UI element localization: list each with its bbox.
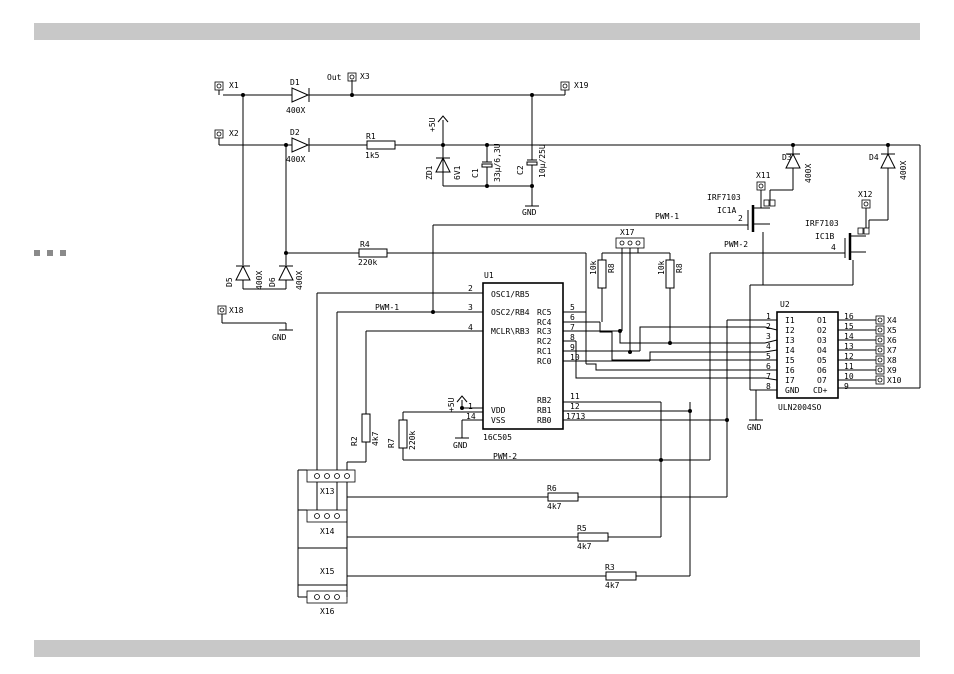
- svg-text:OSC1/RB5: OSC1/RB5: [491, 290, 530, 299]
- svg-text:X3: X3: [360, 72, 370, 81]
- svg-text:R6: R6: [547, 484, 557, 493]
- svg-text:11: 11: [844, 362, 854, 371]
- svg-text:RC1: RC1: [537, 347, 552, 356]
- connector-x13: [307, 470, 355, 496]
- svg-text:U1: U1: [484, 271, 494, 280]
- resistor-r4: [358, 240, 387, 267]
- resistor-r6: [547, 484, 578, 511]
- svg-text:3: 3: [766, 332, 771, 341]
- svg-text:ZD1: ZD1: [425, 165, 434, 180]
- svg-text:IRF7103: IRF7103: [805, 219, 839, 228]
- svg-text:16C505: 16C505: [483, 433, 512, 442]
- svg-text:4: 4: [468, 323, 473, 332]
- svg-text:3: 3: [468, 303, 473, 312]
- svg-text:13: 13: [844, 342, 854, 351]
- svg-text:11: 11: [570, 392, 580, 401]
- svg-text:4: 4: [766, 342, 771, 351]
- svg-text:1: 1: [468, 402, 473, 411]
- svg-text:I7: I7: [785, 376, 795, 385]
- svg-text:4k7: 4k7: [577, 542, 592, 551]
- svg-text:7: 7: [570, 323, 575, 332]
- resistor-r7: [387, 420, 417, 450]
- svg-text:2: 2: [468, 284, 473, 293]
- svg-text:I1: I1: [785, 316, 795, 325]
- svg-text:PWM-1: PWM-1: [655, 212, 680, 221]
- svg-text:I6: I6: [785, 366, 795, 375]
- svg-text:IRF7103: IRF7103: [707, 193, 741, 202]
- out-label: Out: [327, 73, 342, 82]
- connector-x14: [307, 510, 347, 536]
- resistor-r8-left: [589, 253, 616, 322]
- svg-text:R3: R3: [605, 563, 615, 572]
- svg-text:10k: 10k: [589, 260, 598, 275]
- svg-text:6: 6: [570, 313, 575, 322]
- svg-text:IC1B: IC1B: [815, 232, 835, 241]
- svg-text:RC2: RC2: [537, 337, 552, 346]
- svg-text:X6: X6: [887, 336, 897, 345]
- svg-text:4k7: 4k7: [547, 502, 562, 511]
- svg-text:5: 5: [766, 352, 771, 361]
- svg-text:I3: I3: [785, 336, 795, 345]
- svg-text:X7: X7: [887, 346, 897, 355]
- svg-text:GND: GND: [785, 386, 800, 395]
- svg-text:1: 1: [766, 312, 771, 321]
- capacitor-c1: [471, 143, 502, 186]
- svg-text:X4: X4: [887, 316, 897, 325]
- svg-text:12: 12: [844, 352, 854, 361]
- svg-text:+5U: +5U: [428, 117, 437, 132]
- svg-text:I4: I4: [785, 346, 795, 355]
- capacitor-c2: [516, 95, 547, 217]
- svg-text:X19: X19: [574, 81, 589, 90]
- svg-text:400X: 400X: [286, 155, 306, 164]
- svg-text:D3: D3: [782, 153, 792, 162]
- svg-text:X11: X11: [756, 171, 771, 180]
- svg-text:MCLR\RB3: MCLR\RB3: [491, 327, 530, 336]
- ic-u1: [466, 271, 585, 442]
- output-connectors: [876, 316, 902, 385]
- diode-d5: [225, 266, 264, 290]
- svg-text:X14: X14: [320, 527, 335, 536]
- resistor-r8-right: [657, 260, 684, 343]
- resistor-r2: [350, 414, 380, 446]
- svg-text:X10: X10: [887, 376, 902, 385]
- resistor-r1: [365, 132, 395, 160]
- svg-text:O4: O4: [817, 346, 827, 355]
- svg-text:400X: 400X: [295, 270, 304, 290]
- diode-d3: [782, 145, 813, 190]
- svg-text:VSS: VSS: [491, 416, 506, 425]
- svg-text:D5: D5: [225, 277, 234, 287]
- svg-text:R7: R7: [387, 438, 396, 448]
- svg-text:X15: X15: [320, 567, 335, 576]
- svg-text:CD+: CD+: [813, 386, 828, 395]
- svg-text:400X: 400X: [899, 160, 908, 180]
- svg-text:4k7: 4k7: [371, 431, 380, 446]
- svg-text:RC0: RC0: [537, 357, 552, 366]
- svg-text:R8: R8: [607, 263, 616, 273]
- svg-text:IC1A: IC1A: [717, 206, 737, 215]
- svg-text:OSC2/RB4: OSC2/RB4: [491, 308, 530, 317]
- svg-text:4: 4: [831, 243, 836, 252]
- diode-d2: [286, 128, 309, 164]
- svg-text:8: 8: [570, 333, 575, 342]
- svg-text:220k: 220k: [408, 430, 417, 450]
- svg-text:16: 16: [844, 312, 854, 321]
- svg-text:O1: O1: [817, 316, 827, 325]
- svg-text:9: 9: [570, 343, 575, 352]
- svg-text:R4: R4: [360, 240, 370, 249]
- svg-text:14: 14: [844, 332, 854, 341]
- diode-d1: [286, 78, 309, 115]
- zener-zd1: [425, 145, 462, 186]
- svg-text:X17: X17: [620, 228, 635, 237]
- svg-text:4k7: 4k7: [605, 581, 620, 590]
- svg-text:C1: C1: [471, 168, 480, 178]
- svg-text:400X: 400X: [286, 106, 306, 115]
- mosfet-ic1b: [805, 219, 869, 260]
- svg-text:X18: X18: [229, 306, 244, 315]
- svg-text:12: 12: [570, 402, 580, 411]
- svg-text:5: 5: [570, 303, 575, 312]
- svg-text:1713: 1713: [566, 412, 586, 421]
- svg-text:9: 9: [844, 382, 849, 391]
- svg-text:10: 10: [570, 353, 580, 362]
- svg-text:RC3: RC3: [537, 327, 552, 336]
- svg-text:400X: 400X: [804, 163, 813, 183]
- svg-text:PWM-1: PWM-1: [375, 303, 400, 312]
- svg-text:GND: GND: [453, 441, 468, 450]
- connector-x2: [215, 129, 239, 138]
- mosfet-ic1a: [707, 193, 775, 232]
- svg-text:ULN2004SO: ULN2004SO: [778, 403, 822, 412]
- svg-text:RB0: RB0: [537, 416, 552, 425]
- svg-text:R2: R2: [350, 436, 359, 446]
- svg-text:GND: GND: [522, 208, 537, 217]
- svg-text:10µ/25U: 10µ/25U: [538, 144, 547, 178]
- svg-text:X5: X5: [887, 326, 897, 335]
- svg-text:1k5: 1k5: [365, 151, 380, 160]
- svg-text:R5: R5: [577, 524, 587, 533]
- svg-text:U2: U2: [780, 300, 790, 309]
- svg-text:D2: D2: [290, 128, 300, 137]
- svg-text:C2: C2: [516, 165, 525, 175]
- svg-text:RB2: RB2: [537, 396, 552, 405]
- svg-text:O7: O7: [817, 376, 827, 385]
- svg-text:GND: GND: [272, 333, 287, 342]
- svg-text:D1: D1: [290, 78, 300, 87]
- svg-text:O6: O6: [817, 366, 827, 375]
- svg-text:X2: X2: [229, 129, 239, 138]
- svg-text:O3: O3: [817, 336, 827, 345]
- connector-x15: [320, 567, 335, 576]
- svg-text:220k: 220k: [358, 258, 378, 267]
- svg-text:15: 15: [844, 322, 854, 331]
- svg-text:I5: I5: [785, 356, 795, 365]
- svg-text:6V1: 6V1: [453, 165, 462, 180]
- svg-text:8: 8: [766, 382, 771, 391]
- svg-text:400X: 400X: [255, 270, 264, 290]
- svg-text:X16: X16: [320, 607, 335, 616]
- svg-text:10k: 10k: [657, 260, 666, 275]
- svg-text:D6: D6: [268, 277, 277, 287]
- connector-x1: [215, 81, 239, 90]
- svg-text:X12: X12: [858, 190, 873, 199]
- diode-d4: [869, 145, 908, 220]
- svg-text:R8: R8: [675, 263, 684, 273]
- svg-text:7: 7: [766, 372, 771, 381]
- svg-text:X9: X9: [887, 366, 897, 375]
- svg-text:33µ/6,3U: 33µ/6,3U: [493, 143, 502, 182]
- svg-text:6: 6: [766, 362, 771, 371]
- svg-text:VDD: VDD: [491, 406, 506, 415]
- svg-text:O5: O5: [817, 356, 827, 365]
- svg-text:I2: I2: [785, 326, 795, 335]
- svg-text:2: 2: [738, 214, 743, 223]
- svg-text:14: 14: [466, 412, 476, 421]
- resistor-r3: [605, 563, 636, 590]
- svg-text:O2: O2: [817, 326, 827, 335]
- svg-text:X13: X13: [320, 487, 335, 496]
- svg-text:D4: D4: [869, 153, 879, 162]
- connector-x17: [616, 228, 644, 248]
- svg-text:10: 10: [844, 372, 854, 381]
- svg-text:GND: GND: [747, 423, 762, 432]
- svg-text:X8: X8: [887, 356, 897, 365]
- connector-x16: [307, 591, 347, 616]
- svg-text:PWM-2: PWM-2: [493, 452, 518, 461]
- ic-u2: [766, 300, 854, 412]
- svg-text:2: 2: [766, 322, 771, 331]
- label: X1: [229, 81, 239, 90]
- svg-text:RB1: RB1: [537, 406, 552, 415]
- svg-text:RC4: RC4: [537, 318, 552, 327]
- svg-text:R1: R1: [366, 132, 376, 141]
- svg-text:RC5: RC5: [537, 308, 552, 317]
- svg-text:PWM-2: PWM-2: [724, 240, 749, 249]
- svg-text:+5U: +5U: [447, 397, 456, 412]
- resistor-r5: [577, 524, 608, 551]
